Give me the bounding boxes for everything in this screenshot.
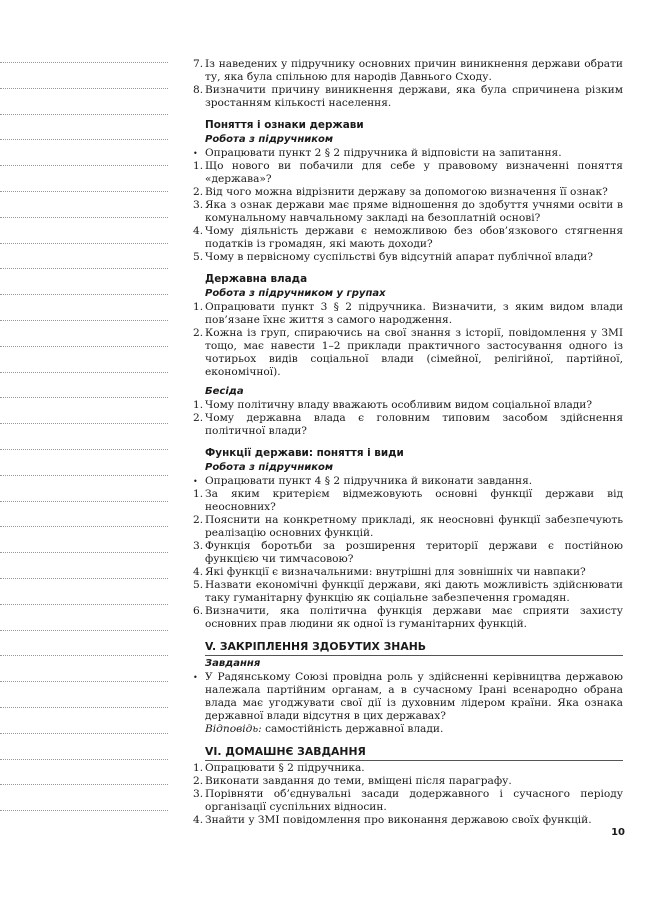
item-number: 1. bbox=[193, 762, 204, 774]
item-number: 8. bbox=[193, 84, 204, 96]
note-line bbox=[0, 501, 168, 502]
list-item bbox=[193, 160, 623, 186]
item-text: Чому державна влада є головним типовим засобом здійснення політичної влади? bbox=[205, 412, 623, 437]
note-line bbox=[0, 243, 168, 244]
list-item bbox=[193, 488, 623, 514]
list-item bbox=[193, 58, 623, 84]
heading-concept: Поняття і ознаки держави bbox=[205, 119, 364, 131]
item-text: Від чого можна відрізнити державу за допомогою визначення її ознак? bbox=[205, 186, 608, 198]
subheading-group-work: Робота з підручником у групах bbox=[205, 288, 386, 299]
item-number: 1. bbox=[193, 301, 204, 313]
item-text: Визначити, яка політична функція держави має сприяти захисту основних прав людини як одної із гуманітарних функцій. bbox=[205, 605, 623, 630]
item-text: Опрацювати пункт 2 § 2 підручника й відповісти на запитання. bbox=[205, 147, 562, 159]
note-line bbox=[0, 578, 168, 579]
item-text: Що нового ви побачили для себе у правовому визначенні поняття «держава»? bbox=[205, 160, 623, 185]
item-text: Кожна із груп, спираючись на свої знання з історії, повідомлення у ЗМІ тощо, має навести 1–2 приклади практичного застосування одного із чотирьох видів соціальної влади (сімейної, релігійної, партійної, економічної). bbox=[205, 327, 623, 378]
subheading-textbook-work: Робота з підручником bbox=[205, 134, 334, 145]
bullet-marker: • bbox=[193, 149, 198, 158]
list-item bbox=[193, 514, 623, 540]
list-item bbox=[193, 399, 623, 412]
item-number: 2. bbox=[193, 775, 204, 787]
list-functions bbox=[193, 475, 623, 631]
list-item bbox=[193, 762, 623, 775]
note-line bbox=[0, 88, 168, 89]
notes-margin bbox=[0, 0, 170, 900]
item-text: Пояснити на конкретному прикладі, як неосновні функції забезпечують реалізацію основних функцій. bbox=[205, 514, 623, 539]
note-line bbox=[0, 114, 168, 115]
item-number: 1. bbox=[193, 488, 204, 500]
item-number: 5. bbox=[193, 251, 204, 263]
item-text: Опрацювати пункт 3 § 2 підручника. Визначити, з яким видом влади пов’язане їхнє життя з самого народження. bbox=[205, 301, 623, 326]
item-number: 2. bbox=[193, 327, 204, 339]
item-number: 4. bbox=[193, 225, 204, 237]
item-number: 3. bbox=[193, 540, 204, 552]
list-item bbox=[193, 147, 623, 160]
note-line bbox=[0, 217, 168, 218]
item-text: Чому політичну владу вважають особливим видом соціальної влади? bbox=[205, 399, 593, 411]
list-item bbox=[193, 301, 623, 327]
answer-line bbox=[205, 723, 623, 736]
item-text: Опрацювати § 2 підручника. bbox=[205, 762, 365, 774]
item-number: 1. bbox=[193, 160, 204, 172]
item-number: 4. bbox=[193, 814, 204, 826]
note-line bbox=[0, 733, 168, 734]
note-line bbox=[0, 372, 168, 373]
note-line bbox=[0, 62, 168, 63]
note-line bbox=[0, 759, 168, 760]
item-number: 7. bbox=[193, 58, 204, 70]
item-number: 1. bbox=[193, 399, 204, 411]
note-line bbox=[0, 191, 168, 192]
list-top bbox=[193, 58, 623, 110]
list-item bbox=[193, 671, 623, 723]
note-line bbox=[0, 630, 168, 631]
list-state-power bbox=[193, 301, 623, 379]
note-line bbox=[0, 449, 168, 450]
list-item bbox=[193, 540, 623, 566]
note-line bbox=[0, 165, 168, 166]
bullet-marker: • bbox=[193, 477, 198, 486]
note-line bbox=[0, 784, 168, 785]
note-line bbox=[0, 552, 168, 553]
item-text: Назвати економічні функції держави, які дають можливість здійснювати таку гуманітарну функцію як соціальне забезпечення громадян. bbox=[205, 579, 623, 604]
note-line bbox=[0, 526, 168, 527]
list-item bbox=[193, 412, 623, 438]
answer-label: Відповідь: bbox=[205, 723, 262, 735]
item-text: Які функції є визначальними: внутрішні для зовнішніх чи навпаки? bbox=[205, 566, 586, 578]
item-text: Опрацювати пункт 4 § 2 підручника й виконати завдання. bbox=[205, 475, 533, 487]
item-text: Чому в первісному суспільстві був відсутній апарат публічної влади? bbox=[205, 251, 593, 263]
item-text: Виконати завдання до теми, вміщені після параграфу. bbox=[205, 775, 512, 787]
list-item bbox=[193, 84, 623, 110]
list-concept bbox=[193, 147, 623, 264]
item-text: Порівняти об’єднувальні засади додержавного і сучасного періоду організації суспільних відносин. bbox=[205, 788, 623, 813]
item-text: Визначити причину виникнення держави, яка була спричинена різким зростанням кількості населення. bbox=[205, 84, 623, 109]
item-text: У Радянському Союзі провідна роль у здійсненні керівництва державою належала партійним органам, а в сучасному Ірані всенародно обрана влада має угоджувати свої дії із духовним лідером країни. Яка ознака державної влади відсутня в цих державах? bbox=[205, 671, 623, 722]
note-line bbox=[0, 320, 168, 321]
list-conversation bbox=[193, 399, 623, 438]
note-line bbox=[0, 475, 168, 476]
note-line bbox=[0, 810, 168, 811]
subheading-task: Завдання bbox=[205, 658, 261, 669]
list-item bbox=[193, 186, 623, 199]
list-item bbox=[193, 775, 623, 788]
item-number: 3. bbox=[193, 199, 204, 211]
page-content bbox=[193, 58, 623, 827]
item-text: Чому діяльність держави є неможливою без обов’язкового стягнення податків із громадян, які мають доходи? bbox=[205, 225, 623, 250]
list-item bbox=[193, 225, 623, 251]
item-text: Із наведених у підручнику основних причин виникнення держави обрати ту, яка була спільною для народів Давнього Сходу. bbox=[205, 58, 623, 83]
note-line bbox=[0, 604, 168, 605]
list-item bbox=[193, 199, 623, 225]
item-text: За яким критерієм відмежовують основні функції держави від неосновних? bbox=[205, 488, 623, 513]
note-line bbox=[0, 423, 168, 424]
bullet-marker: • bbox=[193, 673, 198, 682]
note-line bbox=[0, 294, 168, 295]
section-title-consolidation: V. ЗАКРІПЛЕННЯ ЗДОБУТИХ ЗНАНЬ bbox=[205, 640, 623, 653]
list-item bbox=[193, 579, 623, 605]
item-text: Знайти у ЗМІ повідомлення про виконання державою своїх функцій. bbox=[205, 814, 592, 826]
list-item bbox=[193, 327, 623, 379]
list-item bbox=[193, 788, 623, 814]
heading-state-power: Державна влада bbox=[205, 273, 308, 285]
item-number: 2. bbox=[193, 514, 204, 526]
subheading-conversation: Бесіда bbox=[205, 386, 244, 397]
item-number: 5. bbox=[193, 579, 204, 591]
item-number: 2. bbox=[193, 186, 204, 198]
item-number: 6. bbox=[193, 605, 204, 617]
note-line bbox=[0, 346, 168, 347]
note-line bbox=[0, 655, 168, 656]
section-title-homework: VI. ДОМАШНЄ ЗАВДАННЯ bbox=[205, 745, 623, 758]
note-line bbox=[0, 681, 168, 682]
item-number: 3. bbox=[193, 788, 204, 800]
list-homework bbox=[193, 762, 623, 827]
note-line bbox=[0, 268, 168, 269]
page-number: 10 bbox=[611, 827, 625, 838]
list-item bbox=[193, 475, 623, 488]
list-item bbox=[193, 605, 623, 631]
heading-functions: Функції держави: поняття і види bbox=[205, 447, 404, 459]
list-item bbox=[193, 251, 623, 264]
item-text: Яка з ознак держави має пряме відношення до здобуття учнями освіти в комунальному навчальному закладі на безоплатній основі? bbox=[205, 199, 623, 224]
note-line bbox=[0, 707, 168, 708]
list-task bbox=[193, 671, 623, 723]
list-item bbox=[193, 566, 623, 579]
subheading-textbook-work-2: Робота з підручником bbox=[205, 462, 334, 473]
item-number: 4. bbox=[193, 566, 204, 578]
item-number: 2. bbox=[193, 412, 204, 424]
answer-text: самостійність державної влади. bbox=[261, 723, 444, 735]
note-line bbox=[0, 139, 168, 140]
note-line bbox=[0, 397, 168, 398]
item-text: Функція боротьби за розширення території держави є постійною функцією чи тимчасовою? bbox=[205, 540, 623, 565]
list-item bbox=[193, 814, 623, 827]
